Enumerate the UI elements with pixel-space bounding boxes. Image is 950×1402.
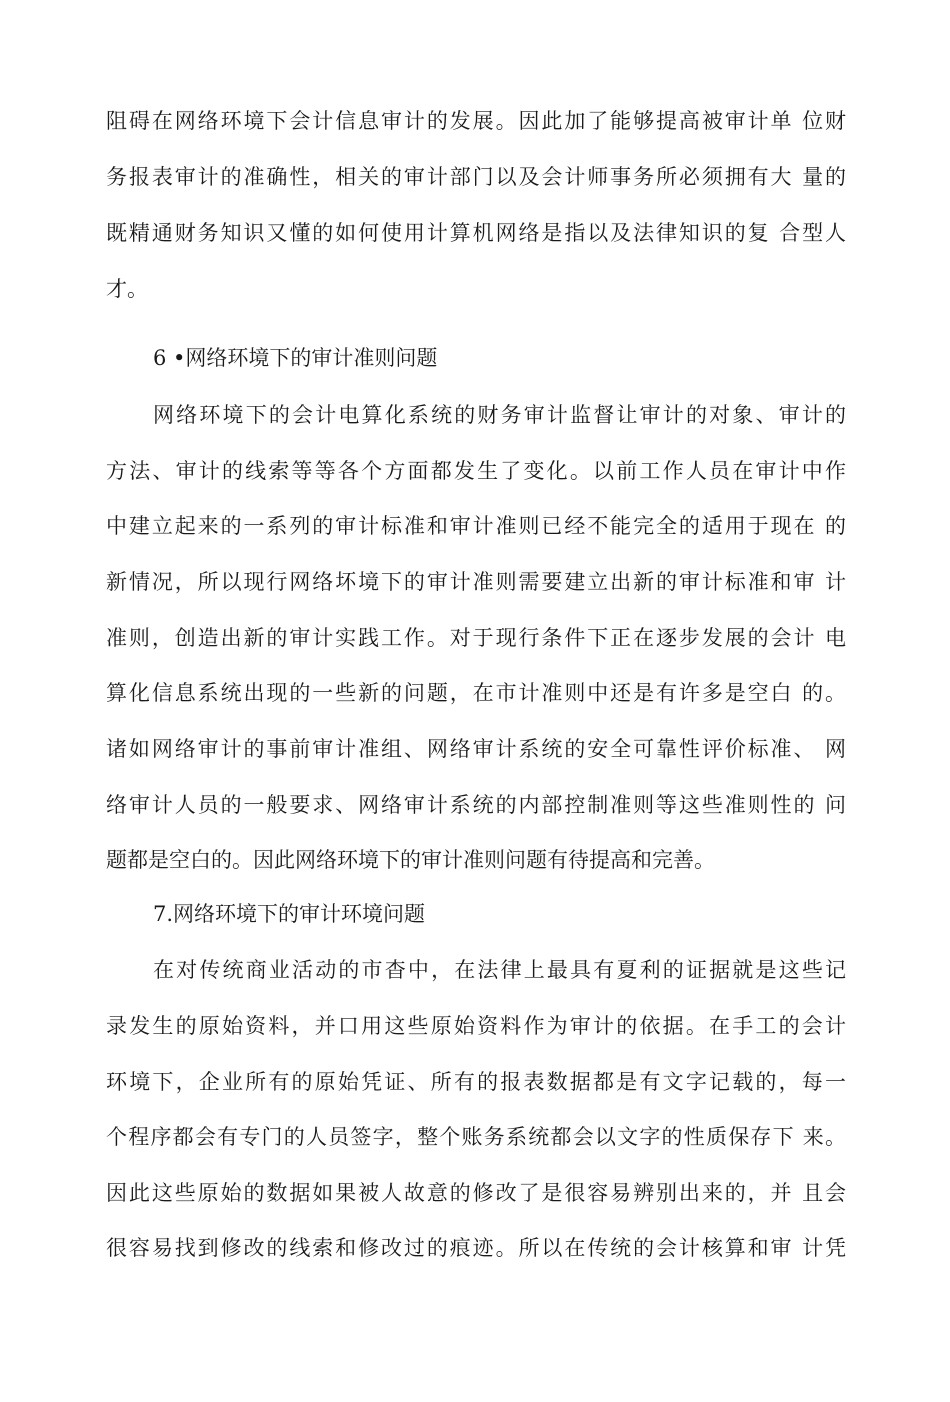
- paragraph-line: 环境下，企业所有的原始凭证、所有的报表数据都是有文字记载的，每一: [106, 1070, 846, 1094]
- paragraph-line: 题都是空白的。因此网络环境下的审计准则问题有待提高和完善。: [106, 848, 715, 872]
- section-heading: 7.网络环境下的审计环境问题: [153, 902, 426, 926]
- paragraph-line: 方法、审计的线索等等各个方面都发生了变化。以前工作人员在审计中作: [106, 459, 846, 483]
- section-heading: 6 •网络环境下的审计准则问题: [153, 346, 438, 370]
- paragraph-line: 中建立起来的一系列的审计标准和审计准则已经不能完全的适用于现在 的: [106, 514, 846, 538]
- paragraph-line: 新情况，所以现行网络坏境下的审计准则需要建立出新的审计标准和审 计: [106, 570, 846, 594]
- paragraph-line: 录发生的原始资料，并口用这些原始资料作为审计的依据。在手工的会计: [106, 1014, 846, 1038]
- paragraph-line: 网络环境下的会计电算化系统的财务审计监督让审计的对象、审计的: [153, 403, 846, 427]
- paragraph-line: 诸如网络审计的事前审计准组、网络审计系统的安全可靠性评价标准、 网: [106, 737, 846, 761]
- paragraph-line: 准则，创造出新的审计实践工作。对于现行条件下正在逐步发展的会计 电: [106, 626, 846, 650]
- paragraph-line: 阻碍在网络环境下会计信息审计的发展。因此加了能够提高被审计单 位财: [106, 109, 846, 133]
- paragraph-line: 才。: [106, 277, 148, 301]
- paragraph-line: 因此这些原始的数据如果被人故意的修改了是很容易辨别出来的，并 且会: [106, 1181, 846, 1205]
- paragraph-line: 务报表审计的准确性，相关的审计部门以及会计师事务所必须拥有大 量的: [106, 165, 846, 189]
- paragraph-line: 络审计人员的一般要求、网络审计系统的内部控制准则等这些准则性的 问: [106, 793, 846, 817]
- paragraph-line: 个程序都会有专门的人员签字，整个账务系统都会以文字的性质保存下 来。: [106, 1125, 846, 1149]
- paragraph-line: 既精通财务知识又懂的如何使用计算机网络是指以及法律知识的复 合型人: [106, 221, 846, 245]
- paragraph-line: 算化信息系统出现的一些新的问题，在市计准则中还是有许多是空白 的。: [106, 681, 846, 705]
- paragraph-line: 很容易找到修改的线索和修改过的痕迹。所以在传统的会计核算和审 计凭: [106, 1236, 846, 1260]
- paragraph-line: 在对传统商业活动的市杳中，在法律上最具有夏利的证据就是这些记: [153, 958, 846, 982]
